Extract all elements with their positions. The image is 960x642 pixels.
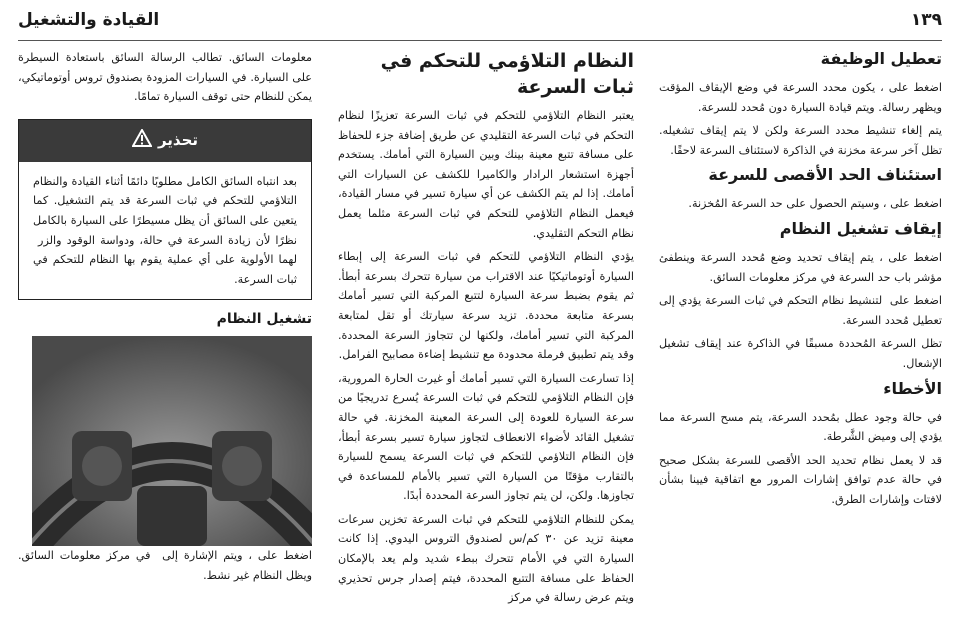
- para-mid-1: يعتبر النظام التلاؤمي للتحكم في ثبات السرعة تعزيزًا لنظام التحكم في ثبات السرعة التقليدي عن طريق إضافة جزء للحفاظ على مسافة تتبع معينة بينك وبين السيارة التي أمامك. يستخدم أجهزة استشعار الرادار والكاميرا للكشف عن السيارات التي أمامك. إذا لم يتم الكشف عن أي سيارة تسير في مسار القيادة، فيعمل النظام التلاؤمي للتحكم في ثبات السرعة مثلما يعمل نظام التحكم التقليدي.: [338, 109, 634, 240]
- page-number: ١٣٩: [910, 10, 942, 30]
- steering-wheel-controls-photo: [32, 336, 312, 546]
- heading-disable: تعطيل الوظيفة: [820, 49, 942, 68]
- chapter-title: القيادة والتشغيل: [18, 10, 160, 30]
- section-title: النظام التلاؤمي للتحكم في ثبات السرعة: [380, 50, 634, 98]
- photo-caption: اضغط على ‎‏، ويتم الإشارة إلى ‎‏ في مركز معلومات السائق. ويظل النظام غير نشط.: [18, 548, 312, 582]
- para-mid-2: يؤدي النظام التلاؤمي للتحكم في ثبات السرعة إلى إبطاء السيارة أوتوماتيكيًا عند الاقتراب من سيارة تتحرك بسرعة أبطأ. ثم يقوم بضبط سرعة السيارة لتتبع المركبة التي تسير أمامك بسرعة متابعة محددة. تزيد سرعة سيارتك أو تقل لمتابعة المركبة التي تسير أمامك، ولكنها لن تتجاوز السرعة المحددة. وقد يتم تطبيق فرملة محدودة مع تنشيط إضاءة مصابيح الفرامل.: [338, 250, 634, 362]
- para-errors-2: قد لا يعمل نظام تحديد الحد الأقصى للسرعة بشكل صحيح في حالة عدم توافق إشارات المرور مع اتفاقية فيينا بشأن لافتات وإشارات الطرق.: [659, 453, 942, 506]
- para-off-1: اضغط على ‎‏، يتم إيقاف تحديد وضع مُحدد السرعة وينطفئ مؤشر باب حد السرعة في مركز معلومات السائق.: [659, 250, 942, 284]
- para-left-1: معلومات السائق. تطالب الرسالة السائق باستعادة السيطرة على السيارة. في السيارات المزودة بصندوق تروس أوتوماتيكي، يمكن للنظام حتى توقف السيارة تمامًا.: [18, 51, 312, 104]
- warning-header: [19, 120, 311, 162]
- para-resume: اضغط على ‎‏، وسيتم الحصول على حد السرعة المُخزنة.: [688, 197, 942, 211]
- para-mid-4: يمكن للنظام التلاؤمي للتحكم في ثبات السرعة تخزين سرعات معينة تزيد عن ٣٠ كم/س لصندوق التروس اليدوي. إذا كانت السيارة التي في الأمام تتحرك ببطء شديد ولم يعد بالإمكان الحفاظ على مسافة التتبع المحددة، فيتم إصدار جرس تحذيري ويتم عرض رسالة في مركز: [338, 512, 634, 605]
- para-disable-2: يتم إلغاء تنشيط محدد السرعة ولكن لا يتم إيقاف تشغيله. تظل آخر سرعة مخزنة في الذاكرة لاستئناف السرعة لاحقًا.: [659, 124, 942, 157]
- column-left: [18, 48, 312, 589]
- para-mid-3: إذا تسارعت السيارة التي تسير أمامك أو غيرت الحارة المرورية، فإن النظام التلاؤمي للتحكم في ثبات السرعة يُسرع تدريجيًا من سرعة السيارة للعودة إلى السرعة المعينة المخزنة. في حالة تشغيل القائد لأضواء الانعطاف لتجاوز سيارة تسير بسرعة أبطأ، فإن النظام التلاؤمي للتحكم في ثبات السرعة يسمح للسيارة بالتقارب مؤقتًا من السيارة التي تسير بالأمام للمساعدة في تجاوزها. ولكن، لن يتم تجاوز السرعة المحددة أبدًا.: [338, 371, 634, 503]
- para-disable-1: اضغط على ‎‏، يكون محدد السرعة في وضع الإيقاف المؤقت ويظهر رسالة. ويتم قيادة السيارة دون مُحدد للسرعة.: [659, 81, 942, 114]
- page-header: [0, 0, 960, 40]
- header-divider: [18, 40, 942, 41]
- heading-off: إيقاف تشغيل النظام: [779, 218, 942, 238]
- para-errors-1: في حالة وجود عطل بمُحدد السرعة، يتم مسح السرعة مما يؤدي إلى وميض الشَّرطة.: [659, 410, 942, 444]
- heading-errors: الأخطاء: [883, 378, 942, 398]
- para-off-2: اضغط على ‎‏ لتنشيط نظام التحكم في ثبات السرعة يؤدي إلى تعطيل مُحدد السرعة.: [659, 294, 942, 327]
- heading-activate: تشغيل النظام: [216, 311, 312, 328]
- warning-body: بعد انتباه السائق الكامل مطلوبًا دائمًا أثناء القيادة والنظام التلاؤمي للتحكم في ثبات السرعة قد يتم التشغيل. كما يتعين على السائق أن يظل مسيطرًا على السيارة بالكامل نظرًا لأن زيادة السرعة في حالة، ودواسة الوقود والزر لهما الأولوية على أي عملية يقوم بها النظام للتحكم في ثبات السرعة.: [33, 174, 297, 286]
- heading-resume: استئناف الحد الأقصى للسرعة: [708, 165, 942, 185]
- warning-title: تحذير: [157, 130, 199, 149]
- para-off-3: تظل السرعة المُحددة مسبقًا في الذاكرة عند إيقاف تشغيل الإشعال.: [659, 337, 942, 370]
- column-middle: [338, 48, 634, 612]
- column-right: [659, 48, 942, 514]
- warning-box: [18, 119, 312, 301]
- warning-triangle-icon: [132, 129, 152, 153]
